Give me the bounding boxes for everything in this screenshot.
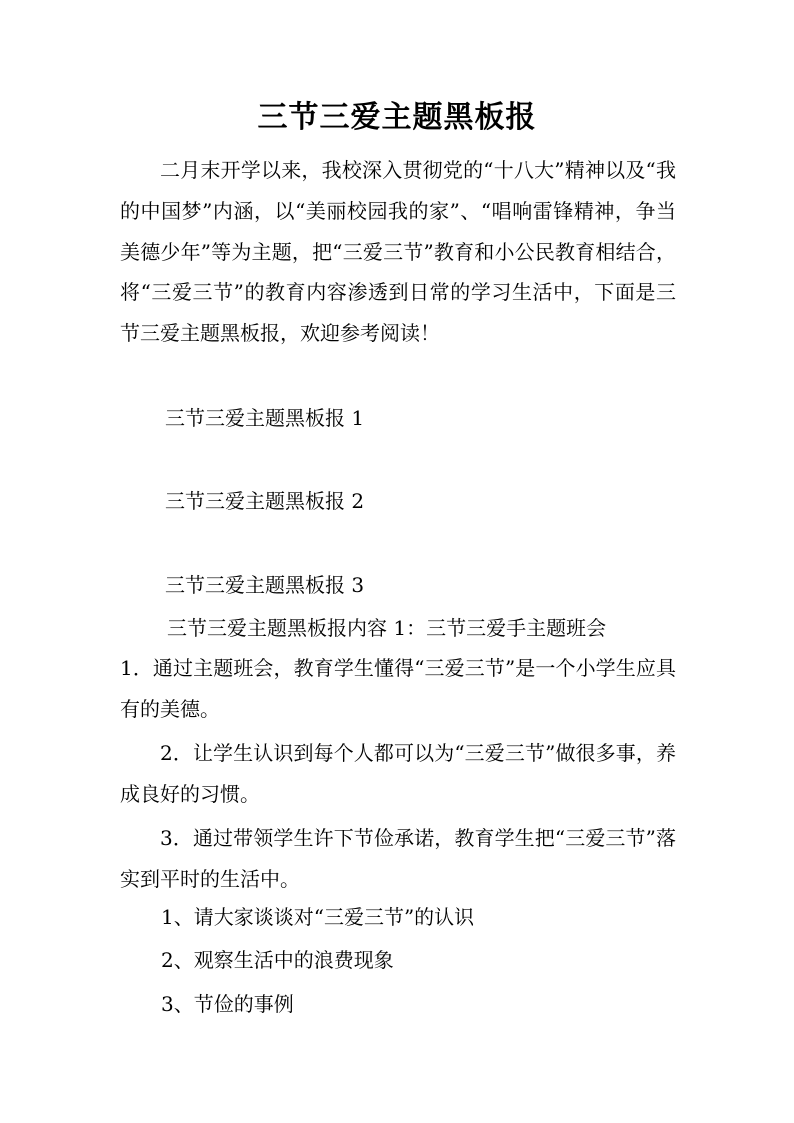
goal-item-1: 1．通过主题班会，教育学生懂得“三爱三节”是一个小学生应具有的美德。 <box>120 656 676 721</box>
board-link-3: 三节三爱主题黑板报 3 <box>165 573 365 597</box>
board-link-2: 三节三爱主题黑板报 2 <box>165 489 365 513</box>
goal-item-2: 2．让学生认识到每个人都可以为“三爱三节”做很多事，养成良好的习惯。 <box>120 741 676 806</box>
board-link-1: 三节三爱主题黑板报 1 <box>165 406 365 430</box>
intro-paragraph: 二月末开学以来，我校深入贯彻党的“十八大”精神以及“我的中国梦”内涵，以“美丽校园我的家”、“唱响雷锋精神，争当美德少年”等为主题，把“三爱三节”教育和小公民教育相结合，将“三爱三节”的教育内容渗透到日常的学习生活中，下面是三节三爱主题黑板报，欢迎参考阅读！ <box>120 158 676 346</box>
step-item-2: 2、观察生活中的浪费现象 <box>161 948 394 972</box>
step-item-1: 1、请大家谈谈对“三爱三节”的认识 <box>161 905 475 929</box>
page-title: 三节三爱主题黑板报 <box>257 100 537 135</box>
content-heading: 三节三爱主题黑板报内容 1：三节三爱手主题班会 <box>167 616 607 640</box>
goal-item-3: 3．通过带领学生许下节俭承诺，教育学生把“三爱三节”落实到平时的生活中。 <box>120 826 676 891</box>
step-item-3: 3、节俭的事例 <box>161 992 294 1016</box>
